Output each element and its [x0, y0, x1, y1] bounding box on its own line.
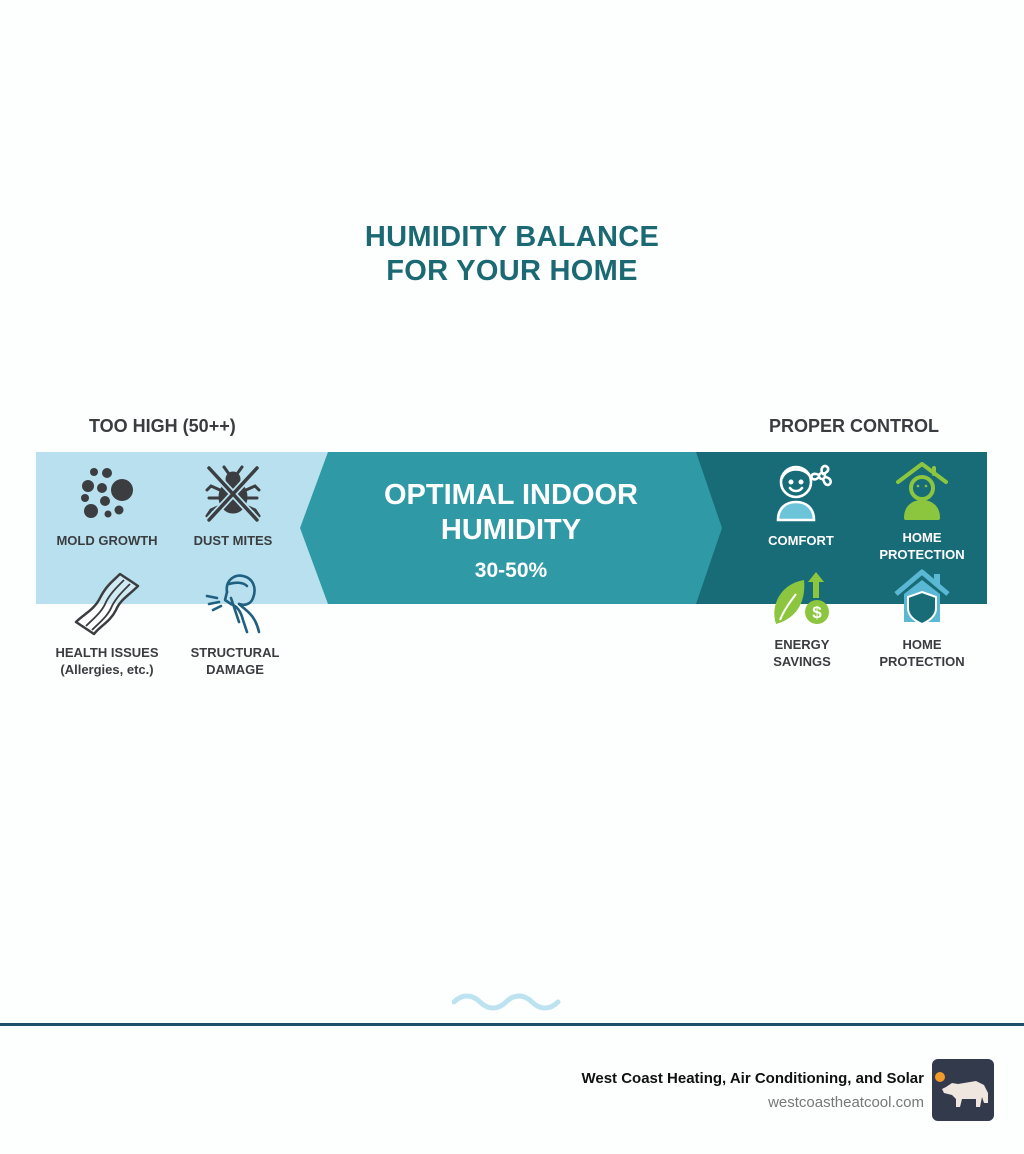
item-health-issues [42, 570, 172, 678]
item-energy-savings [737, 570, 867, 670]
item-dust-mites [168, 464, 298, 549]
item-label: MOLD GROWTH [56, 533, 158, 548]
title-line-2: FOR YOUR HOME [386, 255, 638, 287]
optimal-range: 30-50% [474, 559, 548, 582]
item-label: HOME [902, 530, 942, 545]
bear-sun-logo-icon [932, 1059, 994, 1121]
house-shield-icon [892, 568, 952, 626]
dust-mite-crossed-icon [203, 464, 263, 524]
item-sublabel: DAMAGE [206, 662, 264, 677]
person-sneezing-icon [203, 570, 267, 636]
brand-block [581, 1069, 924, 1113]
company-url[interactable]: westcoastheatcool.com [768, 1094, 924, 1111]
house-person-icon [892, 460, 952, 520]
mold-spores-icon [77, 464, 137, 524]
item-sublabel: SAVINGS [773, 654, 831, 669]
item-home-protection-1 [857, 460, 987, 563]
title-line-1: HUMIDITY BALANCE [364, 221, 660, 253]
item-structural-damage [170, 570, 300, 678]
optimal-line-2: HUMIDITY [440, 514, 582, 546]
item-label: HEALTH ISSUES [55, 645, 159, 660]
company-name: West Coast Heating, Air Conditioning, and Solar [581, 1070, 924, 1087]
item-sublabel: (Allergies, etc.) [60, 662, 154, 677]
item-label: DUST MITES [193, 533, 273, 548]
person-fan-icon [766, 460, 836, 522]
item-comfort [736, 460, 866, 549]
proper-control-heading: PROPER CONTROL [769, 416, 940, 436]
infographic-title [0, 220, 1024, 288]
footer-divider [0, 1023, 1024, 1026]
optimal-humidity-label [298, 478, 724, 584]
item-label: STRUCTURAL [190, 645, 280, 660]
item-home-protection-2 [857, 568, 987, 670]
item-sublabel: PROTECTION [879, 654, 965, 669]
too-high-heading: TOO HIGH (50++) [89, 416, 236, 436]
item-mold-growth [42, 464, 172, 549]
item-sublabel: PROTECTION [879, 547, 965, 562]
leaf-dollar-icon [770, 570, 834, 628]
item-label: HOME [902, 637, 942, 652]
item-label: ENERGY [774, 637, 830, 652]
svg-text:$: $ [812, 603, 822, 622]
warped-wood-icon [72, 570, 142, 636]
optimal-line-1: OPTIMAL INDOOR [383, 479, 639, 511]
wave-divider-icon [452, 992, 562, 1017]
item-label: COMFORT [768, 533, 834, 548]
